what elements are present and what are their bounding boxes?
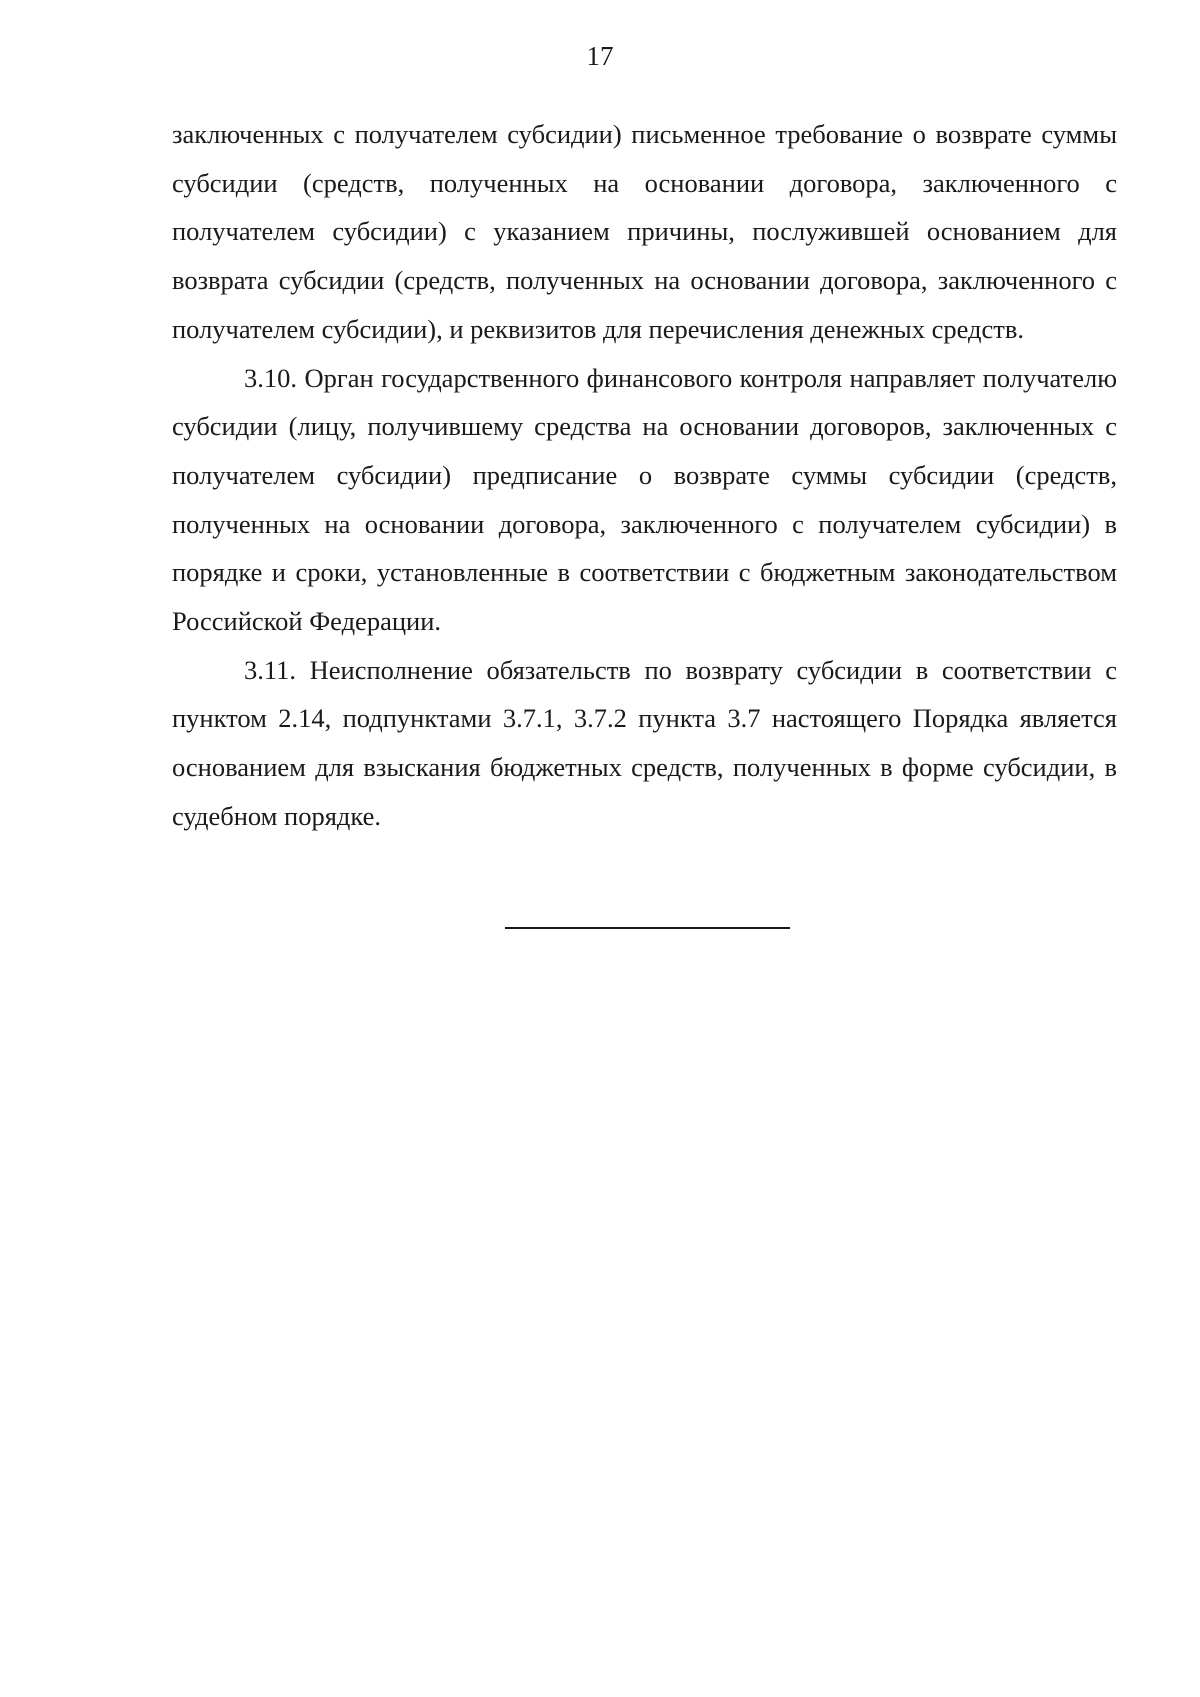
document-body	[172, 110, 1117, 841]
closing-divider-line	[505, 927, 790, 929]
page-number: 17	[586, 41, 614, 71]
paragraph-continuation: заключенных с получателем субсидии) письменное требование о возврате суммы субсидии (средств, полученных на основании договора, заключенного с получателем субсидии) с указанием причины, послужившей основанием для возврата субсидии (средств, полученных на основании договора, заключенного с получателем субсидии), и реквизитов для перечисления денежных средств.	[172, 119, 1117, 344]
paragraph-3-11: 3.11. Неисполнение обязательств по возврату субсидии в соответствии с пунктом 2.14, подпунктами 3.7.1, 3.7.2 пункта 3.7 настоящего Порядка является основанием для взыскания бюджетных средств, полученных в форме субсидии, в судебном порядке.	[172, 654, 1117, 831]
paragraph-3-10: 3.10. Орган государственного финансового контроля направляет получателю субсидии (лицу, получившему средства на основании договоров, заключенных с получателем субсидии) предписание о возврате суммы субсидии (средств, полученных на основании договора, заключенного с получателем субсидии) в порядке и сроки, установленные в соответствии с бюджетным законодательством Российской Федерации.	[172, 362, 1117, 637]
